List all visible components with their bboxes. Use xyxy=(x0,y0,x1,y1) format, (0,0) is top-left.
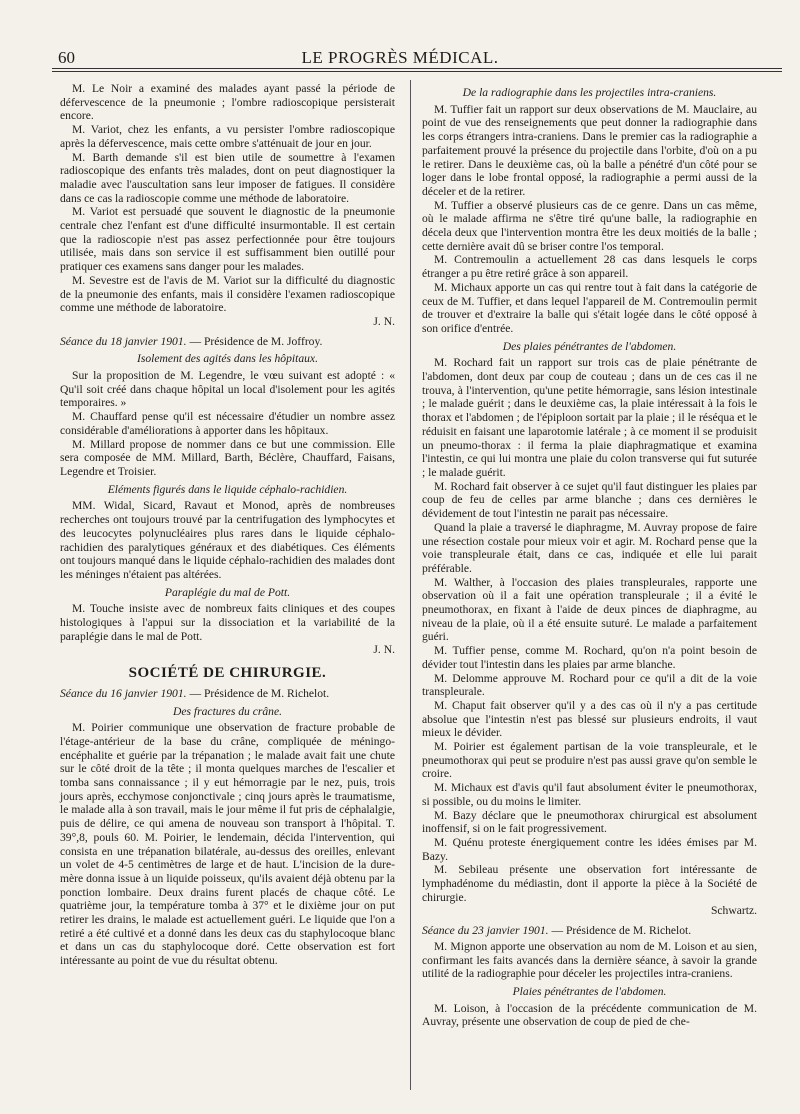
paragraph: M. Poirier communique une observation de fracture probable de l'étage-antérieur de la base du crâne, compliquée de méningo-encéphalite et guérie par la trépanation ; le malade avait fait une chute sur le côté droit de la tête ; il monta quelques marches de l'escalier et tomba sans connaissance ; il y eut hémorragie par le nez, puis, trois jours après, ecchymose conjonctivale ; cinq jours après le traumatisme, le malade alla à son travail, mais le jour même il fut pris de céphalalgie, puis de délire, ce qui amena de nouveau son transport à l'hôpital. T. 39°,8, pouls 60. M. Poirier, le lendemain, décida l'intervention, qui consista en une trépanation bilatérale, au-dessus des oreilles, enlevant un volet de 4-5 centimètres de large et de haut. L'incision de la dure-mère donna issue à un liquide poisseux, qu'ils avaient déjà obtenu par la ponction lombaire. Deux drains furent placés de chaque côté. Le quatrième jour, la température tomba à 37° et le dixième jour on put retirer les drains, le malade est actuellement guéri. Le liquide que l'on a retiré a été cultivé et a donné dans les deux cas du staphylocoque blanc et dans un cas du staphylocoque doré. Cette observation est fort intéressante au point de vue du résultat obtenu. xyxy=(60,721,395,968)
paragraph: M. Variot est persuadé que souvent le diagnostic de la pneumonie centrale chez l'enfant est d'une difficulté insurmontable. Il est certain que la radioscopie n'est pas assez perfectionnée pour être toujours utilisée, mais dans son service il est suffisamment bien outillé pour pratiquer ces examens sans danger pour les malades. xyxy=(60,205,395,274)
paragraph: M. Barth demande s'il est bien utile de soumettre à l'examen radioscopique des enfants très malades, dont on peut diagnostiquer la maladie avec l'auscultation sans leur imposer de fatigues. Il considère dans ce cas la radioscopie comme une méthode de laboratoire. xyxy=(60,150,395,205)
paragraph: M. Sebileau présente une observation fort intéressante de lymphadénome du médiastin, dont il apporte la pièce à la Société de chirurgie. xyxy=(422,863,757,904)
paragraph: M. Mignon apporte une observation au nom de M. Loison et au sien, confirmant les faits avancés dans la dernière séance, à savoir la grande utilité de la radiographie pour déceler les projectiles intra-craniens. xyxy=(422,939,757,981)
journal-title: LE PROGRÈS MÉDICAL. xyxy=(301,48,499,67)
paragraph: M. Michaux est d'avis qu'il faut absolument éviter le pneumothorax, si possible, ou du moins le limiter. xyxy=(422,781,757,808)
section-subtitle: De la radiographie dans les projectiles intra-craniens. xyxy=(462,86,717,99)
paragraph: M. Le Noir a examiné des malades ayant passé la période de défervescence de la pneumonie ; l'ombre radioscopique persisterait encore. xyxy=(60,82,395,123)
paragraph: M. Contremoulin a actuellement 28 cas dans lesquels le corps étranger a pu être retiré grâce à son appareil. xyxy=(422,253,757,281)
paragraph: M. Millard propose de nommer dans ce but une commission. Elle sera composée de MM. Millard, Barth, Béclère, Chauffard, Faisans, Legendre et Troisier. xyxy=(60,437,395,478)
session-heading xyxy=(422,924,757,938)
paragraph: M. Michaux apporte un cas qui rentre tout à fait dans la catégorie de ceux de M. Tuffier, et dans lequel l'appareil de M. Contremoulin permit de trouver et d'extraire la balle qui s'était logée dans le côté opposé à son orifice d'entrée. xyxy=(422,280,757,335)
society-heading: SOCIÉTÉ DE CHIRURGIE. xyxy=(128,665,327,682)
session-date: Séance du 16 janvier 1901. xyxy=(60,686,187,700)
section-subtitle: Isolement des agités dans les hôpitaux. xyxy=(137,352,318,366)
paragraph: M. Variot, chez les enfants, a vu persister l'ombre radioscopique après la défervescence, mais cette ombre s'atténuait de jour en jour. xyxy=(60,123,395,150)
section-subtitle: Eléments figurés dans le liquide céphalo-rachidien. xyxy=(107,482,348,496)
paragraph: M. Touche insiste avec de nombreux faits cliniques et des coupes histologiques à l'appui sur la dissociation et la variabilité de la paraplégie dans le mal de Pott. xyxy=(60,602,395,643)
paragraph: M. Quénu proteste énergiquement contre les idées émises par M. Bazy. xyxy=(422,835,757,863)
right-column xyxy=(422,82,757,1029)
paragraph: Quand la plaie a traversé le diaphragme, M. Auvray propose de faire une résection costale pour mieux voir et agir. M. Rochard pense que la voie transpleurale était, dans ce cas, indiquée et elle lui parait préférable. xyxy=(422,520,757,575)
session-presidency: — Présidence de M. Richelot. xyxy=(548,924,692,938)
session-heading xyxy=(60,687,395,701)
left-column xyxy=(60,82,395,968)
page-header xyxy=(0,0,800,70)
paragraph: M. Chauffard pense qu'il est nécessaire d'étudier un nombre assez considérable d'améliorations à apporter dans les hôpitaux. xyxy=(60,410,395,437)
session-presidency: — Présidence de M. Richelot. xyxy=(186,686,330,700)
section-subtitle: Plaies pénétrantes de l'abdomen. xyxy=(512,985,667,998)
paragraph: M. Tuffier pense, comme M. Rochard, qu'on n'a point besoin de dévider tout l'intestin dans les plaies par arme blanche. xyxy=(422,644,757,671)
signature: J. N. xyxy=(373,643,395,657)
session-date: Séance du 23 janvier 1901. xyxy=(422,924,549,938)
section-subtitle: Des plaies pénétrantes de l'abdomen. xyxy=(502,339,677,353)
paragraph: Sur la proposition de M. Legendre, le vœu suivant est adopté : « Qu'il soit créé dans chaque hôpital un local d'isolement pour les agités temporaires. » xyxy=(60,369,395,410)
paragraph: M. Chaput fait observer qu'il y a des cas où il n'y a pas certitude absolue que l'intestin n'est pas blessé sur plusieurs endroits, il vaut mieux le dévider. xyxy=(422,698,757,740)
signature: Schwartz. xyxy=(710,904,757,918)
page-number: 60 xyxy=(58,48,75,67)
paragraph: M. Walther, à l'occasion des plaies transpleurales, rapporte une observation où il a fait une opération transpleurale ; il a évité le pneumothorax, en fixant à l'aide de deux pinces de diaphragme, au niveau de la plaie, où il a été ensuite suturé. Le malade a parfaitement guéri. xyxy=(422,575,757,644)
paragraph: M. Delomme approuve M. Rochard pour ce qu'il a dit de la voie transpleurale. xyxy=(422,671,757,699)
session-date: Séance du 18 janvier 1901. xyxy=(60,334,187,348)
paragraph: MM. Widal, Sicard, Ravaut et Monod, après de nombreuses recherches ont toujours trouvé par la centrifugation des lymphocytes et des leucocytes polynucléaires plus rares dans le liquide céphalo-rachidien des paralytiques généraux et des diabétiques. Ces éléments ont toujours manqué dans le liquide céphalo-rachidien des malades dont les méninges n'étaient pas altérées. xyxy=(60,499,395,581)
paragraph: M. Bazy déclare que le pneumothorax chirurgical est absolument inoffensif, si on le fait progressivement. xyxy=(422,808,757,836)
section-subtitle: Des fractures du crâne. xyxy=(172,704,283,718)
paragraph: M. Poirier est également partisan de la voie transpleurale, et le pneumothorax qui peut se produire n'est pas aussi grave qu'on semble le croire. xyxy=(422,740,757,781)
paragraph: M. Sevestre est de l'avis de M. Variot sur la difficulté du diagnostic de la pneumonie des enfants, mais il considère l'examen radioscopique comme une méthode de laboratoire. xyxy=(60,273,395,315)
paragraph: M. Rochard fait un rapport sur trois cas de plaie pénétrante de l'abdomen, dont deux par coup de couteau ; dans un de ces cas il ne trouva, à l'intervention, qu'une petite hémorragie, sans lésion intestinale ; le malade guérit ; dans le deuxième cas, la plaie intéressait à la fois le thorax et l'abdomen ; de l'épiploon sortait par la plaie ; il le réséqua et le réduisit en faisant une laparotomie latérale ; à ce moment il se produisit un pneumo-thorax : il ferma la plaie diaphragmatique et examina l'intestin, ce qui lui montra une plaie du colon transverse qui fut suturée ; le malade guérit. xyxy=(422,356,757,479)
paragraph: M. Tuffier a observé plusieurs cas de ce genre. Dans un cas même, où le malade affirma ne s'être tiré qu'une balle, la radiographie en décela deux que l'intervention montra être les deux moitiés de la balle ; cette dernière avait dû se briser contre l'os temporal. xyxy=(422,198,757,253)
paragraph: M. Rochard fait observer à ce sujet qu'il faut distinguer les plaies par coup de feu de celles par arme blanche ; dans ces dernières le dévidement de tout l'intestin ne parait pas nécessaire. xyxy=(422,479,757,521)
session-presidency: — Présidence de M. Joffroy. xyxy=(186,334,323,348)
signature: J. N. xyxy=(373,314,395,328)
header-rule xyxy=(52,68,782,72)
column-divider xyxy=(410,80,411,1090)
section-subtitle: Paraplégie du mal de Pott. xyxy=(164,585,291,599)
session-heading xyxy=(60,335,395,349)
paragraph: M. Tuffier fait un rapport sur deux observations de M. Mauclaire, au point de vue des renseignements que peut donner la radiographie dans les corps étrangers intra-craniens. Dans le premier cas la radiographie a parfaitement prouvé la présence du projectile dans l'orbite, d'où on a pu le retirer. Dans le deuxième cas, où la balle a pénétré d'un côté pour se loger dans le lobe frontal opposé, la radiographie a permi aussi de la déceler et de la retirer. xyxy=(422,102,757,198)
paragraph: M. Loison, à l'occasion de la précédente communication de M. Auvray, présente une observation de coup de pied de che- xyxy=(422,1001,757,1029)
